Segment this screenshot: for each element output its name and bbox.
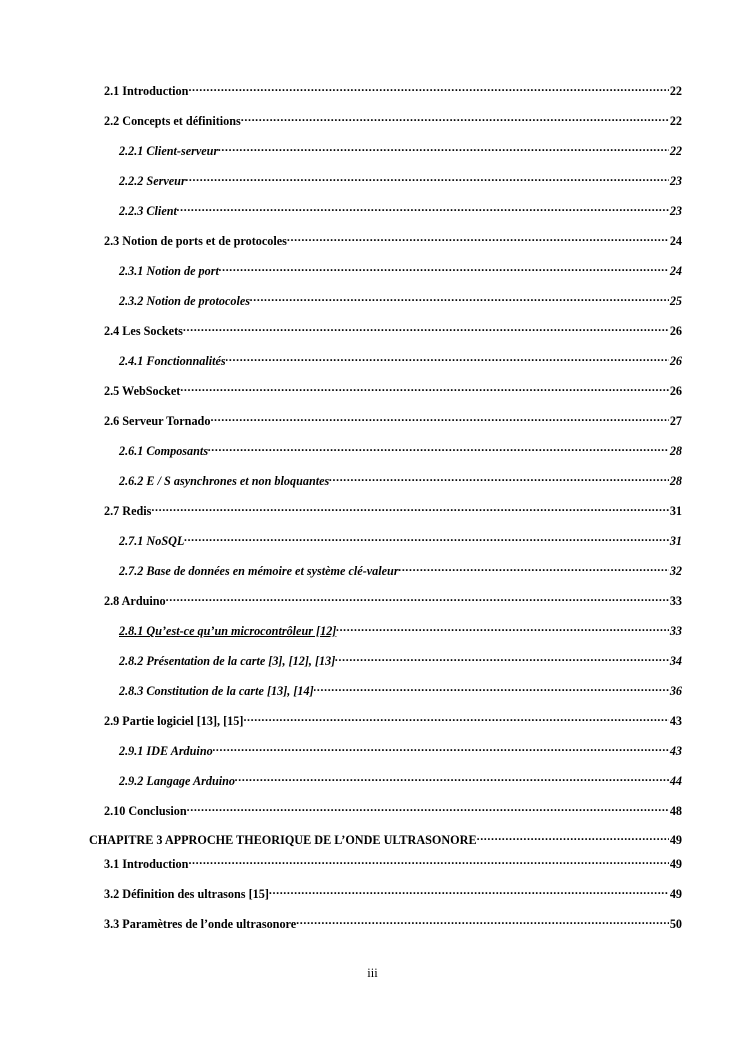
toc-entry-title: 2.2.3 Client	[119, 204, 177, 218]
toc-leader	[235, 770, 669, 785]
toc-entry[interactable]	[104, 230, 682, 249]
toc-entry-page: 49	[669, 887, 682, 901]
toc-leader	[243, 710, 668, 725]
toc-entry[interactable]	[119, 530, 682, 549]
toc-entry-page: 33	[669, 594, 682, 608]
toc-entry[interactable]	[104, 320, 682, 339]
toc-entry-page: 43	[669, 744, 682, 758]
toc-entry-title: 2.7 Redis	[104, 504, 152, 518]
toc-leader	[226, 350, 669, 365]
toc-entry-title: 2.9.2 Langage Arduino	[119, 774, 236, 788]
toc-entry[interactable]	[119, 770, 682, 789]
toc-entry[interactable]	[119, 740, 682, 759]
toc-leader	[399, 560, 669, 575]
toc-leader	[151, 500, 668, 515]
toc-chapter-entry[interactable]	[89, 829, 682, 848]
toc-leader	[296, 913, 669, 928]
toc-entry[interactable]	[104, 883, 682, 902]
toc-entry-page: 44	[669, 774, 682, 788]
toc-entry-page: 43	[669, 714, 682, 728]
toc-entry[interactable]	[119, 260, 682, 279]
toc-entry-title: 3.2 Définition des ultrasons [15]	[104, 887, 269, 901]
toc-entry-title: 2.8.2 Présentation de la carte [3], [12], [13]	[119, 654, 336, 668]
toc-entry-title: 2.7.1 NoSQL	[119, 534, 185, 548]
toc-entry[interactable]	[104, 380, 682, 399]
toc-entry[interactable]	[104, 853, 682, 872]
toc-entry[interactable]	[104, 80, 682, 99]
toc-entry[interactable]	[119, 140, 682, 159]
toc-entry[interactable]	[104, 410, 682, 429]
page-number: iii	[367, 966, 378, 980]
toc-entry-title: 2.10 Conclusion	[104, 804, 187, 818]
toc-entry[interactable]	[119, 200, 682, 219]
toc-entry-title: 2.4 Les Sockets	[104, 324, 183, 338]
toc-leader	[314, 680, 669, 695]
toc-leader	[219, 260, 669, 275]
toc-entry-page: 26	[669, 384, 682, 398]
toc-entry-title: 2.6.1 Composants	[119, 444, 209, 458]
toc-leader	[187, 800, 669, 815]
toc-leader	[213, 740, 669, 755]
toc-entry-page: 31	[669, 504, 682, 518]
toc-entry-title: 2.6.2 E / S asynchrones et non bloquantes	[119, 474, 330, 488]
toc-entry-page: 49	[669, 857, 682, 871]
toc-entry-title: 3.3 Paramètres de l’onde ultrasonore	[104, 917, 297, 931]
toc-entry-title: 2.4.1 Fonctionnalités	[119, 354, 226, 368]
toc-entry-page: 28	[669, 474, 682, 488]
toc-entry[interactable]	[119, 470, 682, 489]
toc-entry-page: 36	[669, 684, 682, 698]
toc-entry-page: 33	[669, 624, 682, 638]
toc-leader	[180, 380, 669, 395]
toc-entry-title: CHAPITRE 3 APPROCHE THEORIQUE DE L’ONDE ULTRASONORE	[89, 833, 477, 847]
toc-leader	[188, 853, 668, 868]
toc-entry-title: 2.1 Introduction	[104, 84, 189, 98]
toc-leader	[166, 590, 669, 605]
toc-entry-title: 2.3.1 Notion de port	[119, 264, 219, 278]
toc-entry-title: 2.8.3 Constitution de la carte [13], [14]	[119, 684, 314, 698]
toc-entry-title: 2.9.1 IDE Arduino	[119, 744, 213, 758]
toc-entry[interactable]	[119, 650, 682, 669]
toc-leader	[335, 650, 669, 665]
toc-entry-title: 2.9 Partie logiciel [13], [15]	[104, 714, 244, 728]
toc-entry-page: 22	[669, 144, 682, 158]
toc-entry-page: 26	[669, 354, 682, 368]
toc-leader	[183, 320, 669, 335]
toc-entry-title: 2.2.2 Serveur	[119, 174, 186, 188]
toc-entry[interactable]	[104, 800, 682, 819]
toc-leader	[177, 200, 669, 215]
toc-leader	[269, 883, 669, 898]
toc-entry-page: 24	[669, 234, 682, 248]
toc-leader	[218, 140, 669, 155]
toc-leader	[208, 440, 669, 455]
toc-entry[interactable]	[104, 913, 682, 932]
toc-entry-page: 48	[669, 804, 682, 818]
toc-entry[interactable]	[119, 620, 682, 639]
toc-entry-page: 34	[669, 654, 682, 668]
toc-entry[interactable]	[119, 170, 682, 189]
toc-entry-page: 50	[669, 917, 682, 931]
toc-entry[interactable]	[104, 710, 682, 729]
toc-entry-title: 2.3.2 Notion de protocoles	[119, 294, 251, 308]
toc-leader	[329, 470, 669, 485]
toc-entry-page: 23	[669, 174, 682, 188]
toc-entry-page: 49	[669, 833, 682, 847]
toc-leader	[188, 80, 668, 95]
toc-entry[interactable]	[119, 680, 682, 699]
toc-leader	[210, 410, 668, 425]
toc-leader	[287, 230, 669, 245]
toc-entry[interactable]	[119, 440, 682, 459]
toc-entry-page: 22	[669, 114, 682, 128]
toc-entry[interactable]	[104, 590, 682, 609]
toc-leader	[250, 290, 669, 305]
toc-entry-page: 26	[669, 324, 682, 338]
toc-entry-title: 2.7.2 Base de données en mémoire et système clé-valeur	[119, 564, 399, 578]
toc-entry[interactable]	[104, 500, 682, 519]
toc-leader	[186, 170, 669, 185]
toc-entry[interactable]	[119, 290, 682, 309]
toc-entry-page: 27	[669, 414, 682, 428]
toc-entry-page: 23	[669, 204, 682, 218]
toc-entry-title: 2.2.1 Client-serveur	[119, 144, 219, 158]
toc-leader	[477, 829, 669, 844]
toc-entry-title: 2.5 WebSocket	[104, 384, 181, 398]
toc-entry-title: 2.8.1 Qu’est-ce qu’un microcontrôleur [12]	[119, 624, 337, 638]
toc-entry-title: 3.1 Introduction	[104, 857, 189, 871]
toc-leader	[336, 620, 668, 635]
toc-entry-title: 2.3 Notion de ports et de protocoles	[104, 234, 287, 248]
toc-leader	[184, 530, 668, 545]
toc-entry-page: 24	[669, 264, 682, 278]
toc-entry-page: 28	[669, 444, 682, 458]
toc-entry-page: 25	[669, 294, 682, 308]
toc-entry-title: 2.8 Arduino	[104, 594, 166, 608]
toc-leader	[241, 110, 669, 125]
toc-entry-page: 32	[669, 564, 682, 578]
toc-entry-page: 31	[669, 534, 682, 548]
toc-entry-title: 2.2 Concepts et définitions	[104, 114, 241, 128]
toc-entry[interactable]	[119, 560, 682, 579]
toc-entry[interactable]	[119, 350, 682, 369]
toc-entry-page: 22	[669, 84, 682, 98]
toc-entry-title: 2.6 Serveur Tornado	[104, 414, 211, 428]
toc-entry[interactable]	[104, 110, 682, 129]
